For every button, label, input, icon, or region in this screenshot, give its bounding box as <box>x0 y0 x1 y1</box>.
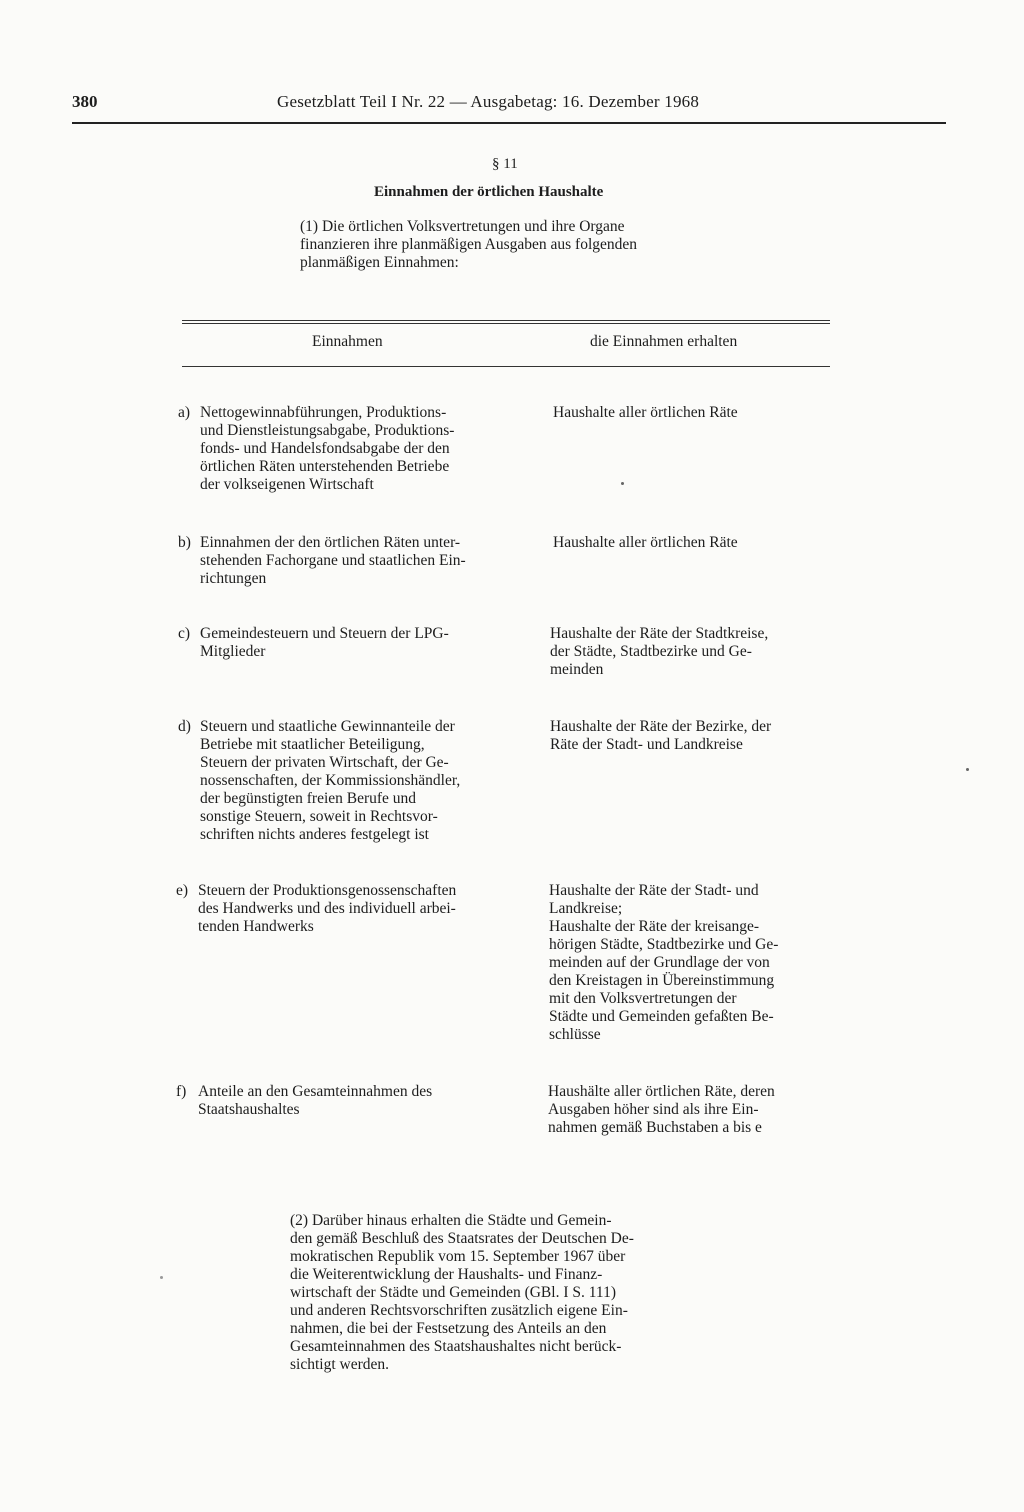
table-top-rule <box>182 320 830 321</box>
column-header-recipients: die Einnahmen erhalten <box>590 333 738 350</box>
cell-line: sonstige Steuern, soweit in Rechtsvor- <box>200 808 438 825</box>
cell-line: stehenden Fachorgane und staatlichen Ein- <box>200 552 466 569</box>
cell-line: hörigen Städte, Stadtbezirke und Ge- <box>549 936 779 953</box>
cell-line: Haushalte der Räte der Bezirke, der <box>550 718 772 735</box>
cell-line: und Dienstleistungsabgabe, Produktions- <box>200 422 455 439</box>
row-letter: f) <box>176 1083 187 1100</box>
cell-line: Landkreise; <box>549 900 623 917</box>
paragraph-2-line: sichtigt werden. <box>290 1356 390 1373</box>
page-number: 380 <box>72 92 98 111</box>
cell-line: meinden auf der Grundlage der von <box>549 954 770 971</box>
cell-line: schriften nichts anderes festgelegt ist <box>200 826 429 843</box>
cell-line: örtlichen Räten unterstehenden Betriebe <box>200 458 450 475</box>
cell-line: Ausgaben höher sind als ihre Ein- <box>548 1101 759 1118</box>
section-title: Einnahmen der örtlichen Haushalte <box>374 184 604 200</box>
cell-line: Haushälte aller örtlichen Räte, deren <box>548 1083 775 1100</box>
cell-line: den Kreistagen in Übereinstimmung <box>549 972 775 989</box>
row-income-cell <box>198 882 525 936</box>
scan-speck <box>966 768 969 771</box>
table-header-rule <box>182 366 830 367</box>
row-recipient-cell <box>548 1083 828 1137</box>
paragraph-1-line: planmäßigen Einnahmen: <box>300 254 459 271</box>
scan-speck <box>621 482 624 485</box>
row-income-cell <box>200 534 527 588</box>
cell-line: schlüsse <box>549 1026 601 1043</box>
paragraph-2-line: (2) Darüber hinaus erhalten die Städte und Gemein- <box>290 1212 612 1229</box>
row-letter: c) <box>178 625 191 642</box>
row-recipient-cell <box>549 882 829 1044</box>
paragraph-2-line: Gesamteinnahmen des Staatshaushaltes nicht berück- <box>290 1338 622 1355</box>
table-top-rule-2 <box>182 323 830 324</box>
cell-line: Mitglieder <box>200 643 266 660</box>
cell-line: tenden Handwerks <box>198 918 314 935</box>
row-letter: a) <box>178 404 191 421</box>
row-income-cell <box>198 1083 525 1119</box>
page-header <box>72 90 946 124</box>
cell-line: der volkseigenen Wirtschaft <box>200 476 374 493</box>
cell-line: Einnahmen der den örtlichen Räten unter- <box>200 534 461 551</box>
paragraph-2-line: wirtschaft der Städte und Gemeinden (GBl. I S. 111) <box>290 1284 616 1301</box>
paragraph-1 <box>300 218 716 272</box>
cell-line: richtungen <box>200 570 267 587</box>
paragraph-2-line: die Weiterentwicklung der Haushalts- und Finanz- <box>290 1266 603 1283</box>
row-letter: b) <box>178 534 191 551</box>
cell-line: Nettogewinnabführungen, Produktions- <box>200 404 447 421</box>
cell-line: fonds- und Handelsfondsabgabe der den <box>200 440 450 457</box>
cell-line: meinden <box>550 661 604 678</box>
cell-line: Steuern der privaten Wirtschaft, der Ge- <box>200 754 449 771</box>
cell-line: nahmen gemäß Buchstaben a bis e <box>548 1119 762 1136</box>
paragraph-2-line: und anderen Rechtsvorschriften zusätzlich eigene Ein- <box>290 1302 628 1319</box>
cell-line: der begünstigten freien Berufe und <box>200 790 417 807</box>
cell-line: mit den Volksvertretungen der <box>549 990 737 1007</box>
cell-line: Haushalte der Räte der Stadtkreise, <box>550 625 769 642</box>
row-recipient-cell <box>550 718 830 754</box>
cell-line: Steuern der Produktionsgenossenschaften <box>198 882 457 899</box>
cell-line: Steuern und staatliche Gewinnanteile der <box>200 718 455 735</box>
row-letter: e) <box>176 882 189 899</box>
row-recipient-cell <box>553 404 833 422</box>
cell-line: Haushalte der Räte der Stadt- und <box>549 882 759 899</box>
cell-line: Betriebe mit staatlicher Beteiligung, <box>200 736 425 753</box>
cell-line: der Städte, Stadtbezirke und Ge- <box>550 643 752 660</box>
cell-line: Staatshaushaltes <box>198 1101 300 1118</box>
cell-line: Anteile an den Gesamteinnahmen des <box>198 1083 433 1100</box>
section-number: § 11 <box>492 156 518 172</box>
column-header-einnahmen: Einnahmen <box>312 333 383 350</box>
scan-speck <box>160 1276 163 1279</box>
cell-line: Gemeindesteuern und Steuern der LPG- <box>200 625 449 642</box>
paragraph-2-line: den gemäß Beschluß des Staatsrates der Deutschen De- <box>290 1230 634 1247</box>
paragraph-2-line: nahmen, die bei der Festsetzung des Anteils an den <box>290 1320 607 1337</box>
row-recipient-cell <box>550 625 830 679</box>
cell-line: Räte der Stadt- und Landkreise <box>550 736 743 753</box>
running-head: Gesetzblatt Teil I Nr. 22 — Ausgabetag: 16. Dezember 1968 <box>277 92 700 111</box>
cell-line: Haushalte aller örtlichen Räte <box>553 404 738 421</box>
paragraph-1-line: (1) Die örtlichen Volksvertretungen und ihre Organe <box>300 218 625 235</box>
row-income-cell <box>200 625 527 661</box>
paragraph-2-line: mokratischen Republik vom 15. September 1967 über <box>290 1248 626 1265</box>
paragraph-2 <box>290 1212 710 1374</box>
cell-line: nossenschaften, der Kommissionshändler, <box>200 772 461 789</box>
row-letter: d) <box>178 718 191 735</box>
cell-line: Städte und Gemeinden gefaßten Be- <box>549 1008 774 1025</box>
row-recipient-cell <box>553 534 833 552</box>
row-income-cell <box>200 718 527 844</box>
cell-line: des Handwerks und des individuell arbei- <box>198 900 456 917</box>
row-income-cell <box>200 404 527 494</box>
cell-line: Haushalte aller örtlichen Räte <box>553 534 738 551</box>
cell-line: Haushalte der Räte der kreisange- <box>549 918 760 935</box>
paragraph-1-line: finanzieren ihre planmäßigen Ausgaben aus folgenden <box>300 236 638 253</box>
